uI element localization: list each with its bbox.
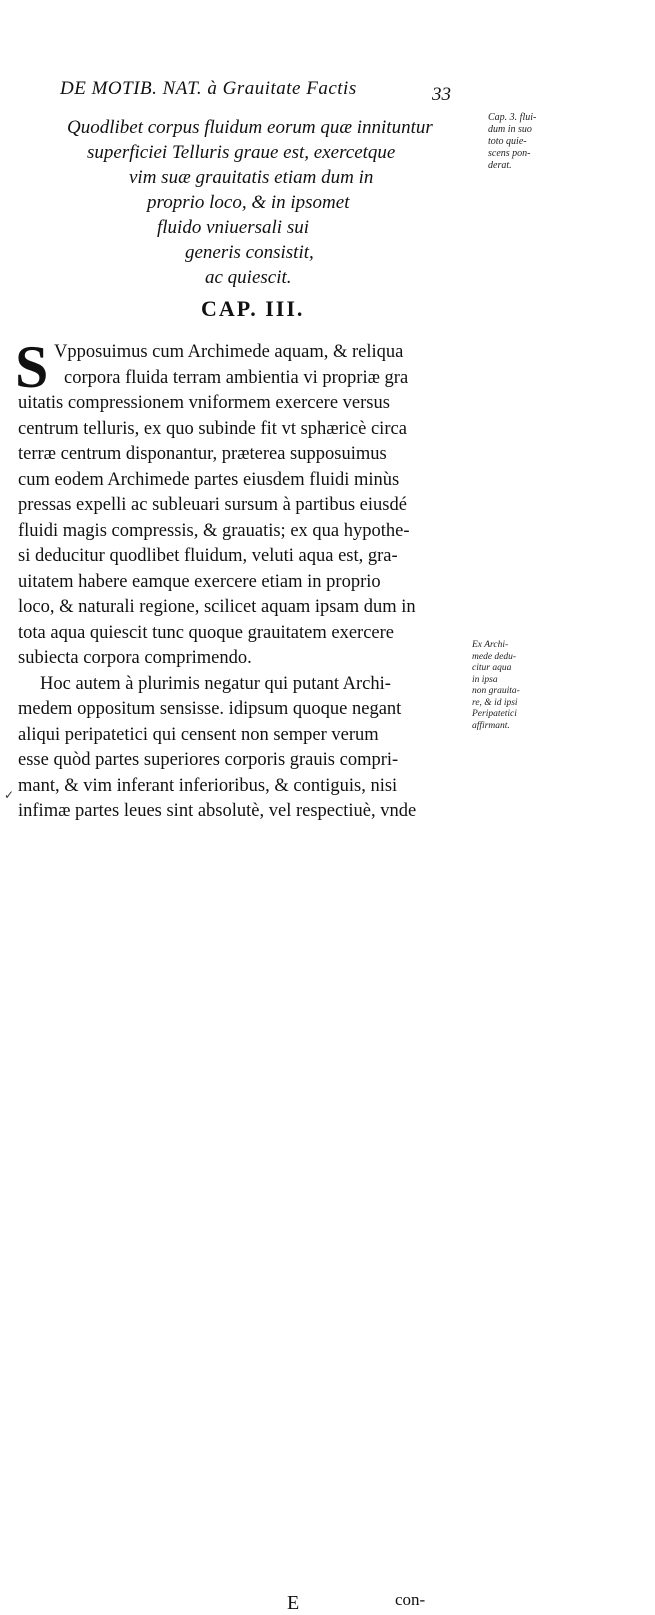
marginal-note-line: affirmant. — [472, 720, 510, 731]
body-line: fluidi magis compressis, & grauatis; ex qua hypothe- — [18, 520, 410, 541]
body-line: esse quòd partes superiores corporis grauis compri- — [18, 750, 399, 770]
body-line: Vpposuimus cum Archimede aquam, & reliqua — [54, 342, 404, 362]
marginal-note-line: mede dedu- — [472, 651, 517, 662]
marginal-note-line: dum in suo — [488, 124, 532, 135]
drop-cap-initial: S — [15, 334, 49, 400]
body-line: pressas expelli ac subleuari sursum à partibus eiusdé — [18, 495, 407, 515]
marginal-note — [472, 640, 552, 732]
chapter-heading-proposition — [55, 115, 435, 290]
marginal-note-line: non grauita- — [472, 686, 520, 696]
marginal-note-line: citur aqua — [472, 663, 512, 673]
body-line: loco, & naturali regione, scilicet aquam ipsam dum in — [18, 597, 416, 617]
stray-ink-mark: ✓ — [4, 788, 15, 802]
marginal-note-line: scens pon- — [488, 148, 531, 159]
marginal-note-line: Ex Archi- — [472, 640, 509, 650]
marginal-note-line: toto quie- — [488, 136, 527, 147]
heading-line: ac quiescit. — [205, 267, 292, 288]
body-line: aliqui peripatetici qui censent non semper verum — [18, 724, 379, 745]
body-line: medem oppositum sensisse. idipsum quoque negant — [18, 699, 402, 719]
marginal-note-line: in ipsa — [472, 674, 498, 685]
marginal-note-line: re, & id ipsi — [472, 697, 518, 708]
marginal-note-line: derat. — [488, 160, 512, 171]
marginal-note — [488, 112, 568, 172]
body-line: tota aqua quiescit tunc quoque grauitatem exercere — [18, 622, 394, 643]
heading-line: Quodlibet corpus fluidum eorum quæ innituntur — [67, 117, 433, 138]
body-line: si deducitur quodlibet fluidum, veluti aqua est, gra- — [18, 546, 398, 566]
body-line: uitatis compressionem vniformem exercere versus — [18, 393, 390, 413]
body-line: mant, & vim inferant inferioribus, & contiguis, nisi — [18, 775, 398, 796]
marginal-note-line: Peripatetici — [472, 709, 517, 719]
heading-line: proprio loco, & in ipsomet — [147, 192, 350, 213]
signature-mark: E — [287, 1592, 300, 1614]
heading-line: vim suæ grauitatis etiam dum in — [129, 167, 374, 188]
chapter-title: CAP. III. — [201, 296, 305, 321]
catchword: con- — [395, 1590, 426, 1609]
page-number: 33 — [432, 84, 451, 105]
body-line: Hoc autem à plurimis negatur qui putant Archi- — [40, 673, 391, 694]
body-line: infimæ partes leues sint absolutè, vel respectiuè, vnde — [18, 801, 417, 821]
body-text — [18, 340, 473, 825]
body-line: corpora fluida terram ambientia vi propriæ gra — [64, 367, 409, 388]
body-line: centrum telluris, ex quo subinde fit vt sphæricè circa — [18, 418, 407, 439]
body-line: cum eodem Archimede partes eiusdem fluidi minùs — [18, 469, 400, 490]
page-footer — [0, 794, 655, 1614]
body-line: subiecta corpora comprimendo. — [18, 648, 252, 668]
heading-line: generis consistit, — [185, 242, 314, 263]
heading-line: superficiei Telluris graue est, exercetque — [87, 142, 396, 163]
heading-line: fluido vniuersali sui — [157, 217, 309, 238]
running-head-title: DE MOTIB. NAT. à Grauitate Factis — [60, 78, 357, 99]
body-line: uitatem habere eamque exercere etiam in proprio — [18, 571, 381, 592]
body-line: terræ centrum disponantur, præterea supposuimus — [18, 444, 387, 464]
marginal-note-line: Cap. 3. flui- — [488, 112, 537, 123]
